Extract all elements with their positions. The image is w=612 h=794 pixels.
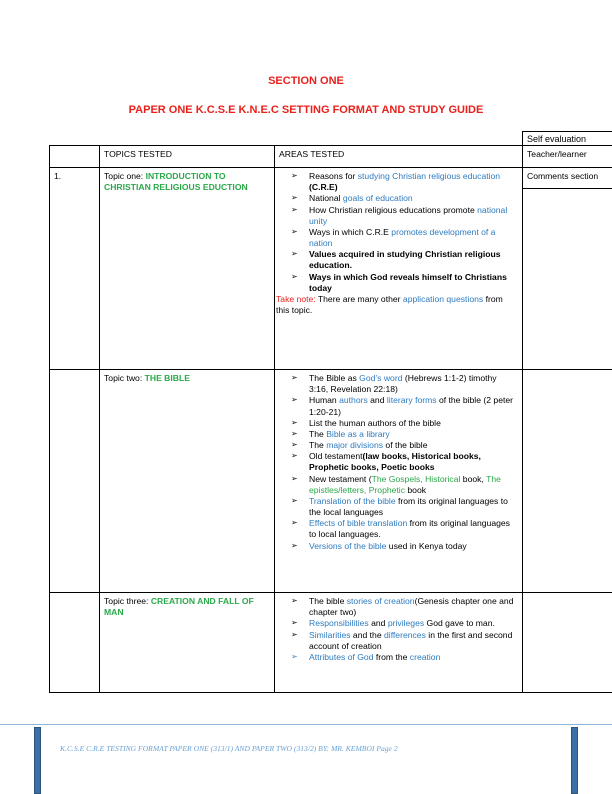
topic-cell [100,593,275,693]
row-number: 1. [50,168,100,370]
list-item: ➢ The Bible as God’s word (Hebrews 1:1-2) timothy 3:16, Revelation 22:18) [309,373,518,395]
evaluation-cell [523,168,612,370]
list-item: ➢ Responsibilities and privileges God gave to man. [309,618,518,629]
list-item: ➢ Ways in which God reveals himself to Christians today [309,272,518,294]
topic-cell [100,168,275,370]
topic-prefix: Topic three: [104,596,151,606]
comments-section-label: Comments section [523,168,612,189]
take-note: Take note: There are many other application questions from this topic. [276,294,518,316]
list-item: ➢ List the human authors of the bible [309,418,518,429]
areas-list [279,171,518,294]
list-item: ➢ Versions of the bible used in Kenya today [309,541,518,552]
list-item: ➢ The major divisions of the bible [309,440,518,451]
list-item: ➢ Translation of the bible from its original languages to the local languages [309,496,518,518]
areas-cell [275,168,523,370]
list-item: ➢ The Bible as a library [309,429,518,440]
areas-list [279,373,518,552]
list-item: ➢ Similarities and the differences in the first and second account of creation [309,630,518,652]
list-item: ➢ Values acquired in studying Christian religious education. [309,249,518,271]
section-title: SECTION ONE [0,75,612,87]
list-item: ➢ Ways in which C.R.E promotes development of a nation [309,227,518,249]
list-item: ➢ National goals of education [309,193,518,204]
areas-cell [275,370,523,593]
list-item: ➢ How Christian religious educations promote national unity [309,205,518,227]
topic-prefix: Topic one: [104,171,146,181]
topic-prefix: Topic two: [104,373,145,383]
footer-bar-right [571,727,578,794]
header-evaluation: Teacher/learner [523,146,612,168]
header-areas: AREAS TESTED [275,146,523,168]
study-guide-table [49,145,612,693]
topic-name: INTRODUCTION TO CHRISTIAN RELIGIOUS EDUCTION [104,171,248,192]
table-header-row [50,146,612,168]
topic-cell [100,370,275,593]
topic-name: THE BIBLE [145,373,190,383]
table-row [50,370,612,593]
evaluation-cell [523,370,612,593]
row-number [50,370,100,593]
list-item: ➢ New testament (The Gospels, Historical book, The epistles/letters, Prophetic book [309,474,518,496]
list-item: ➢ Reasons for studying Christian religious education (C.R.E) [309,171,518,193]
page-footer: K.C.S.E C.R.E TESTING FORMAT PAPER ONE (313/1) AND PAPER TWO (313/2) BY: MR. KEMBOI Page 2 [60,744,540,753]
topic-name: CREATION AND FALL OF MAN [104,596,254,617]
list-item: ➢ Attributes of God from the creation [309,652,518,663]
table-row [50,593,612,693]
list-item: ➢ Human authors and literary forms of the bible (2 peter 1:20-21) [309,395,518,417]
self-evaluation-header: Self evaluation [522,131,612,145]
areas-list [279,596,518,663]
header-topics: TOPICS TESTED [100,146,275,168]
evaluation-cell [523,593,612,693]
table-row [50,168,612,370]
footer-divider [0,724,612,725]
row-number [50,593,100,693]
page-subtitle: PAPER ONE K.C.S.E K.N.E.C SETTING FORMAT AND STUDY GUIDE [0,104,612,116]
header-number [50,146,100,168]
list-item: ➢ The bible stories of creation(Genesis chapter one and chapter two) [309,596,518,618]
list-item: ➢ Old testament(law books, Historical books, Prophetic books, Poetic books [309,451,518,473]
areas-cell [275,593,523,693]
footer-bar-left [34,727,41,794]
list-item: ➢ Effects of bible translation from its original languages to local languages. [309,518,518,540]
